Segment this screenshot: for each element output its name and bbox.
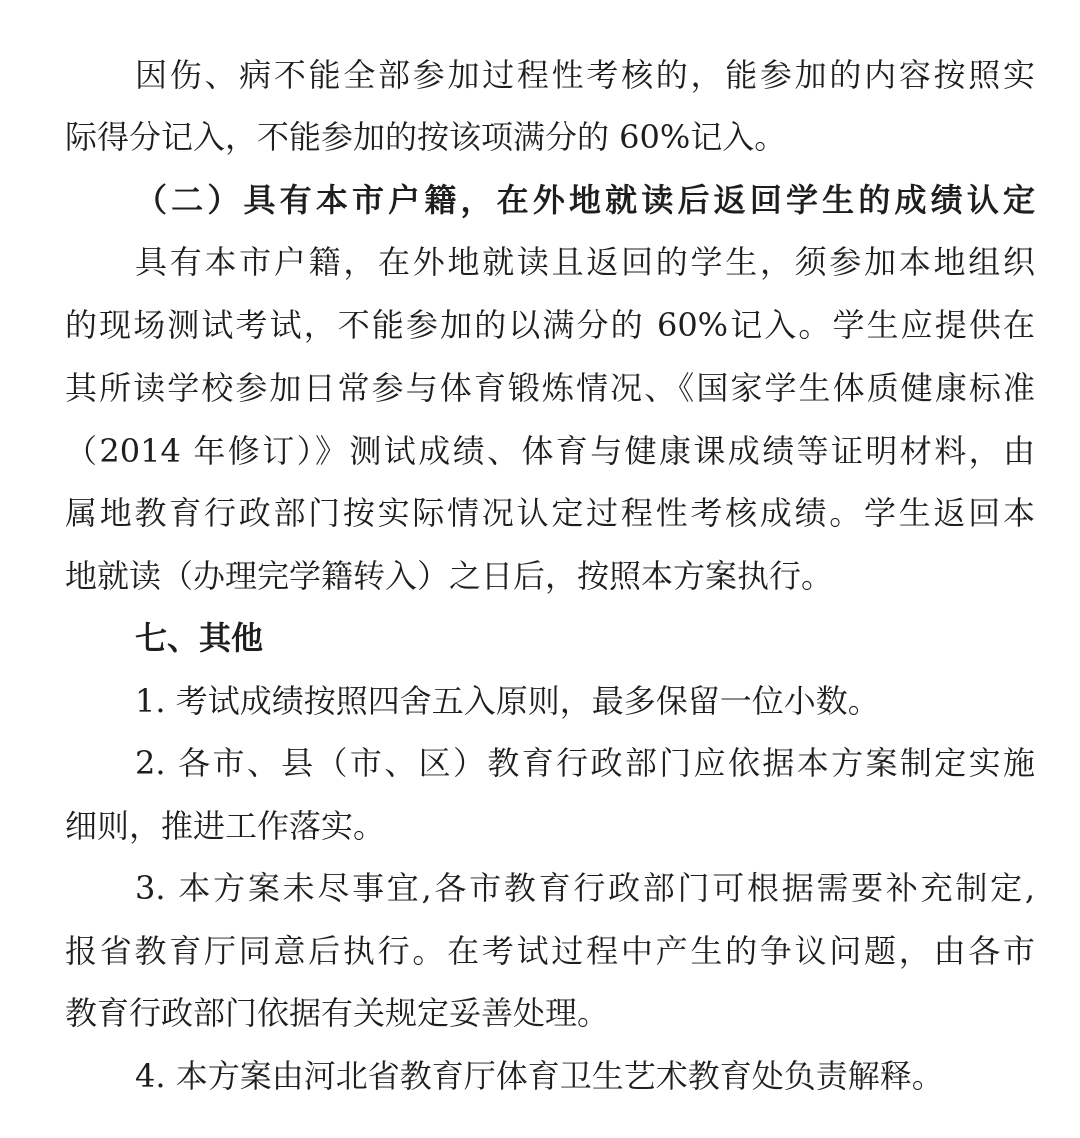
paragraph-line: 属地教育行政部门按实际情况认定过程性考核成绩。学生返回本 xyxy=(65,494,1035,532)
paragraph-line: 地就读（办理完学籍转入）之日后，按照本方案执行。 xyxy=(65,557,834,595)
list-item: 4. 本方案由河北省教育厅体育卫生艺术教育处负责解释。 xyxy=(135,1057,944,1095)
paragraph-line: （2014 年修订）》测试成绩、体育与健康课成绩等证明材料，由 xyxy=(65,432,1035,470)
list-item: 2. 各市、县（市、区）教育行政部门应依据本方案制定实施 xyxy=(135,744,1035,782)
paragraph-line: 因伤、病不能全部参加过程性考核的，能参加的内容按照实 xyxy=(135,56,1035,94)
paragraph-line: 报省教育厅同意后执行。在考试过程中产生的争议问题，由各市 xyxy=(65,932,1035,970)
list-item: 1. 考试成绩按照四舍五入原则，最多保留一位小数。 xyxy=(135,682,880,720)
list-item: 3. 本方案未尽事宜,各市教育行政部门可根据需要补充制定, xyxy=(135,869,1035,907)
paragraph-line: 际得分记入，不能参加的按该项满分的 60%记入。 xyxy=(65,118,787,156)
section-heading: 七、其他 xyxy=(135,619,264,657)
section-heading: （二）具有本市户籍，在外地就读后返回学生的成绩认定 xyxy=(135,181,1035,219)
paragraph-line: 其所读学校参加日常参与体育锻炼情况、《国家学生体质健康标准 xyxy=(65,369,1035,407)
paragraph-line: 细则，推进工作落实。 xyxy=(65,807,386,845)
paragraph-line: 教育行政部门依据有关规定妥善处理。 xyxy=(65,994,610,1032)
paragraph-line: 具有本市户籍，在外地就读且返回的学生，须参加本地组织 xyxy=(135,243,1035,281)
paragraph-line: 的现场测试考试，不能参加的以满分的 60%记入。学生应提供在 xyxy=(65,306,1035,344)
